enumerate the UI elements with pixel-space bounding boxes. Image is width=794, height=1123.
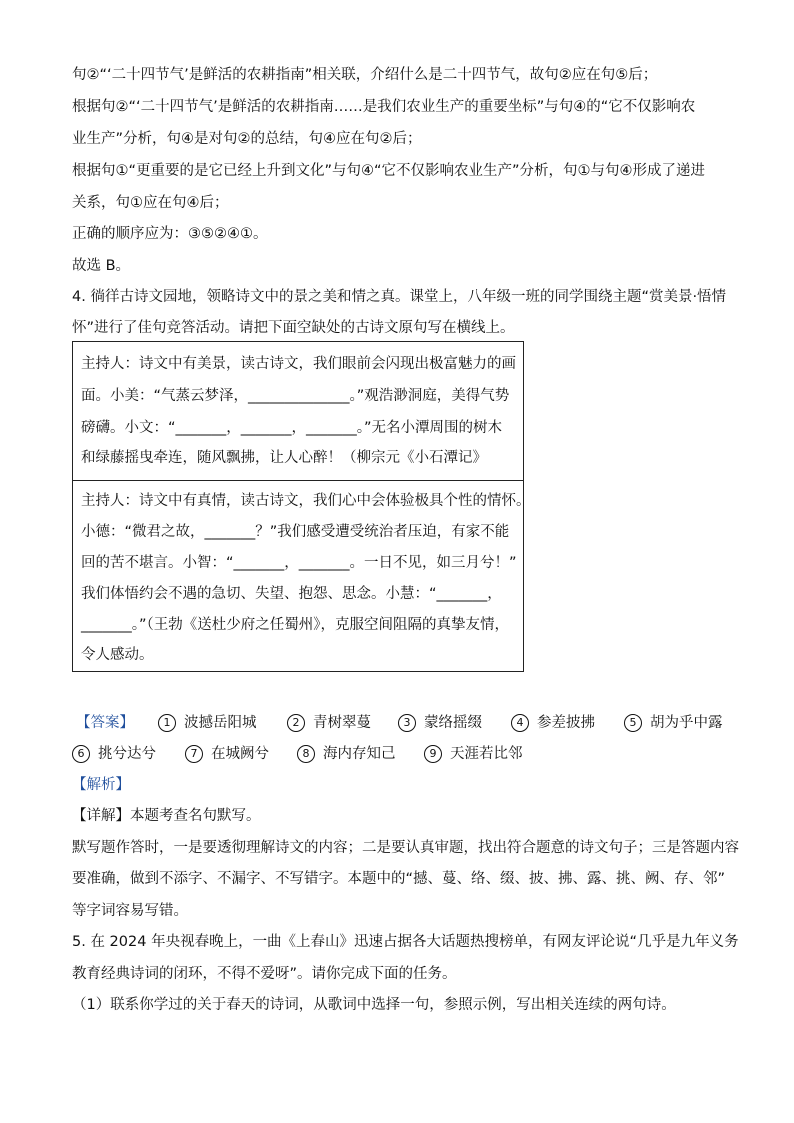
table-line: 小德：“微君之故，_______？”我们感受遭受统治者压迫，有家不能: [81, 524, 510, 540]
text-line: 句②“‘二十四节气’是鲜活的农耕指南”相关联，介绍什么是二十四节气，故句②应在句⑤后；: [72, 67, 658, 83]
text-line: 要准确，做到不添字、不漏字、不写错字。本题中的“撼、蔓、络、缀、披、拂、露、挑、阙、存、邻”: [72, 871, 726, 887]
analysis-label: 【解析】: [72, 777, 130, 793]
answer-label: 【答案】: [76, 715, 134, 731]
text-line: 根据句①“更重要的是它已经上升到文化”与句④“它不仅影响农业生产”分析，句①与句④形成了递进: [72, 163, 706, 179]
table-line: _______。”（王勃《送杜少府之任蜀州》，克服空间阻隔的真挚友情，: [81, 617, 510, 633]
answer-item: 2 青树翠蔓: [287, 713, 371, 733]
question-5-text: 5. 在 2024 年央视春晚上，一曲《上春山》迅速占据各大话题热搜榜单，有网友评论说“几乎是九年义务: [72, 934, 739, 950]
text-line: 正确的顺序应为：③⑤②④①。: [72, 226, 268, 242]
text-line: 等字词容易写错。: [72, 903, 188, 919]
question-4-text: 怀”进行了佳句竞答活动。请把下面空缺处的古诗文原句写在横线上。: [72, 320, 515, 336]
text-line: 根据句②“‘二十四节气’是鲜活的农耕指南……是我们农业生产的重要坐标”与句④的“它不仅影响农: [72, 99, 696, 115]
poem-table: [72, 341, 531, 672]
answer-item: 8 海内存知己: [297, 744, 396, 764]
table-cell-scenery: [73, 342, 523, 481]
answer-item: 1 波撼岳阳城: [158, 713, 257, 733]
text-line: 故选 B。: [72, 258, 131, 274]
table-cell-emotion: [73, 481, 531, 671]
answer-item: 4 参差披拂: [511, 713, 595, 733]
table-line: 令人感动。: [81, 647, 154, 663]
table-line: 和绿藤摇曳牵连，随风飘拂，让人心醉！（柳宗元《小石潭记》: [81, 450, 487, 466]
question-5-sub-1: （1）联系你学过的关于春天的诗词，从歌词中选择一句，参照示例，写出相关连续的两句诗。: [72, 997, 676, 1013]
table-line: 主持人：诗文中有真情，读古诗文，我们心中会体验极具个性的情怀。: [81, 493, 531, 509]
question-5-text: 教育经典诗词的闭环，不得不爱呀”。请你完成下面的任务。: [72, 966, 457, 982]
text-line: 默写题作答时，一是要透彻理解诗文的内容；二是要认真审题，找出符合题意的诗文句子；三是答题内容: [72, 840, 739, 856]
answer-item: 3 蒙络摇缀: [398, 713, 482, 733]
table-line: 回的苦不堪言。小智：“_______，_______。一日不见，如三月兮！”: [81, 555, 517, 571]
text-line: 业生产”分析，句④是对句②的总结，句④应在句②后；: [72, 131, 422, 147]
answer-item: 6 挑兮达兮: [72, 744, 156, 764]
table-line: 面。小美：“气蒸云梦泽，______________。”观浩渺洞庭，美得气势: [81, 388, 510, 404]
analysis-detail: 【详解】本题考查名句默写。: [72, 808, 261, 824]
table-line: 主持人：诗文中有美景，读古诗文，我们眼前会闪现出极富魅力的画: [81, 356, 516, 372]
table-line: 我们体悟约会不遇的急切、失望、抱怨、思念。小慧：“_______，: [81, 586, 502, 602]
answer-item: 9 天涯若比邻: [424, 744, 523, 764]
text-line: 关系，句①应在句④后；: [72, 195, 229, 211]
answer-item: 5 胡为乎中露: [624, 713, 723, 733]
question-4-text: 4. 徜徉古诗文园地，领略诗文中的景之美和情之真。课堂上，八年级一班的同学围绕主题“赏美景·悟情: [72, 289, 727, 305]
table-line: 磅礴。小文：“_______，_______，_______。”无名小潭周围的树木: [81, 420, 503, 436]
answer-item: 7 在城阙兮: [185, 744, 269, 764]
